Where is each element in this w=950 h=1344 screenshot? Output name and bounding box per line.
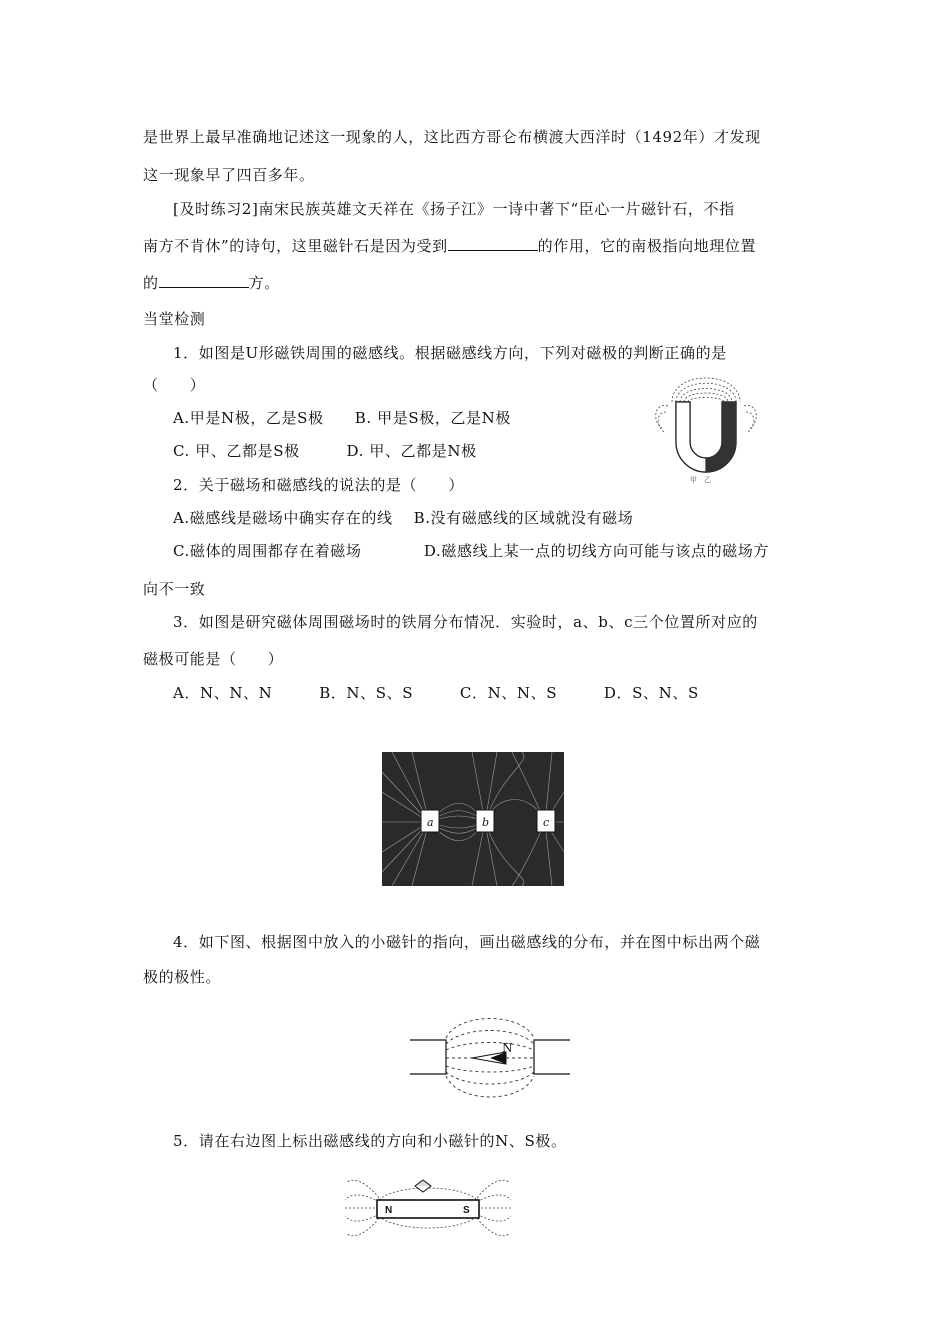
practice2-text-c: 的 (143, 274, 159, 292)
q1-answer-paren: （ ） (143, 376, 206, 394)
q2-options-row-3: 向不一致 (143, 580, 206, 598)
u-magnet-figure (650, 372, 762, 484)
filings-label-a: a (427, 816, 434, 829)
practice2-text-d: 方。 (248, 274, 280, 292)
two-magnet-field-figure (408, 1016, 572, 1116)
bar-magnet-figure (345, 1176, 511, 1240)
q2-options-row-1: A.磁感线是磁场中确实存在的线 B.没有磁感线的区域就没有磁场 (173, 509, 634, 527)
q1-stem: 1．如图是U形磁铁周围的磁感线。根据磁感线方向，下列对磁极的判断正确的是 (173, 344, 727, 362)
intro-line-1: 是世界上最早准确地记述这一现象的人，这比西方哥仑布横渡大西洋时（1492年）才发现 (143, 128, 761, 146)
q3-stem-1: 3．如图是研究磁体周围磁场时的铁屑分布情况．实验时，a、b、c三个位置所对应的 (173, 613, 758, 631)
practice2-line-2 (143, 235, 756, 256)
practice2-line-1: [及时练习2]南宋民族英雄文天祥在《扬子江》一诗中著下“臣心一片磁针石，不指 (173, 200, 735, 218)
practice2-line-3 (143, 272, 280, 293)
iron-filings-figure (382, 752, 564, 886)
q1-options-row-1: A.甲是N极，乙是S极 B. 甲是S极，乙是N极 (173, 409, 511, 427)
filings-label-b: b (482, 816, 490, 829)
q3-options: A．N、N、N B．N、S、S C．N、N、S D．S、N、S (173, 684, 699, 702)
bar-magnet-s-label: S (463, 1205, 470, 1216)
q2-options-row-2: C.磁体的周围都存在着磁场 D.磁感线上某一点的切线方向可能与该点的磁场方 (173, 542, 769, 560)
bar-magnet-n-label: N (385, 1205, 393, 1216)
practice2-text-a: 南方不肯休”的诗句，这里磁针石是因为受到 (143, 237, 448, 255)
section-title: 当堂检测 (143, 310, 206, 328)
intro-line-2: 这一现象早了四百多年。 (143, 166, 315, 184)
q2-stem: 2．关于磁场和磁感线的说法的是（ ） (173, 476, 464, 494)
filings-label-c: c (543, 816, 550, 829)
needle-label-n: N (502, 1041, 513, 1055)
q1-options-row-2: C. 甲、乙都是S极 D. 甲、乙都是N极 (173, 442, 477, 460)
answer-blank-1[interactable] (448, 236, 538, 251)
u-magnet-caption: 甲 乙 (690, 476, 711, 484)
q5-stem: 5．请在右边图上标出磁感线的方向和小磁针的N、S极。 (173, 1132, 567, 1150)
q4-stem-1: 4．如下图、根据图中放入的小磁针的指向，画出磁感线的分布，并在图中标出两个磁 (173, 933, 761, 951)
practice2-text-b: 的作用，它的南极指向地理位置 (537, 237, 757, 255)
q4-stem-2: 极的极性。 (143, 968, 222, 986)
q3-stem-2: 磁极可能是（ ） (143, 650, 284, 668)
answer-blank-2[interactable] (159, 273, 249, 288)
